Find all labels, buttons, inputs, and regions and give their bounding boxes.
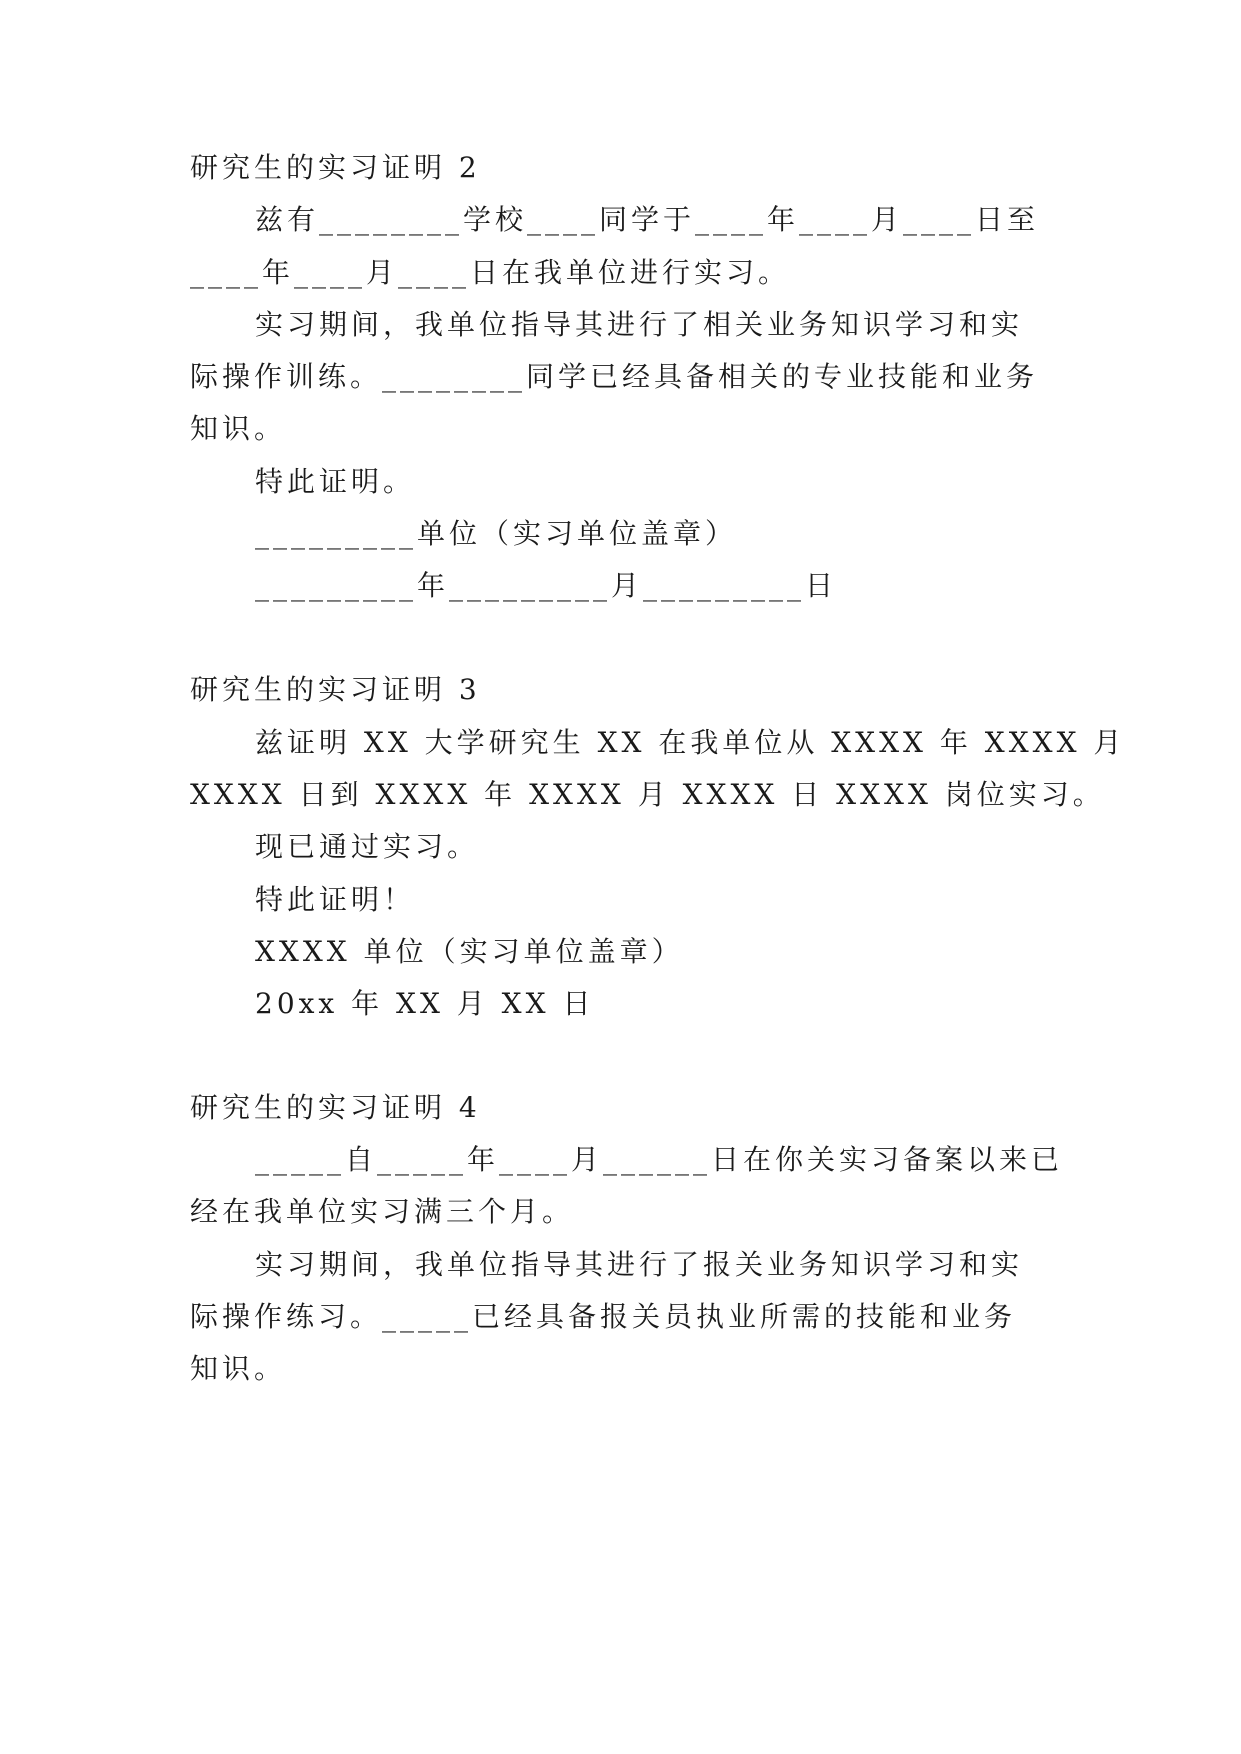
section-title: 研究生的实习证明 2 xyxy=(190,151,481,184)
paragraph-line: 兹有________学校____同学于____年____月____日至 xyxy=(255,203,1040,236)
paragraph-line: 经在我单位实习满三个月。 xyxy=(190,1195,575,1228)
paragraph-line: ____年____月____日在我单位进行实习。 xyxy=(190,256,791,289)
paragraph-line: 知识。 xyxy=(190,1352,287,1385)
paragraph-line: 际操作练习。_____已经具备报关员执业所需的技能和业务 xyxy=(190,1300,1017,1333)
paragraph-line: 知识。 xyxy=(190,412,287,445)
section-title: 研究生的实习证明 4 xyxy=(190,1091,481,1124)
closing-line: 特此证明！ xyxy=(255,883,416,916)
date-line: _________年_________月_________日 xyxy=(255,569,838,602)
paragraph-line: 实习期间，我单位指导其进行了相关业务知识学习和实 xyxy=(255,308,1024,341)
paragraph-line: 现已通过实习。 xyxy=(255,830,480,863)
signature-line: XXXX 单位（实习单位盖章） xyxy=(255,935,684,968)
date-line: 20xx 年 XX 月 XX 日 xyxy=(255,987,595,1020)
paragraph-line: 际操作训练。________同学已经具备相关的专业技能和业务 xyxy=(190,360,1039,393)
signature-line: _________单位（实习单位盖章） xyxy=(255,517,738,550)
paragraph-line: XXXX 日到 XXXX 年 XXXX 月 XXXX 日 XXXX 岗位实习。 xyxy=(190,778,1105,811)
section-title: 研究生的实习证明 3 xyxy=(190,673,481,706)
paragraph-line: 实习期间，我单位指导其进行了报关业务知识学习和实 xyxy=(255,1248,1024,1281)
closing-line: 特此证明。 xyxy=(255,465,416,498)
paragraph-line: _____自_____年____月______日在你关实习备案以来已 xyxy=(255,1143,1064,1176)
paragraph-line: 兹证明 XX 大学研究生 XX 在我单位从 XXXX 年 XXXX 月 xyxy=(255,726,1126,759)
